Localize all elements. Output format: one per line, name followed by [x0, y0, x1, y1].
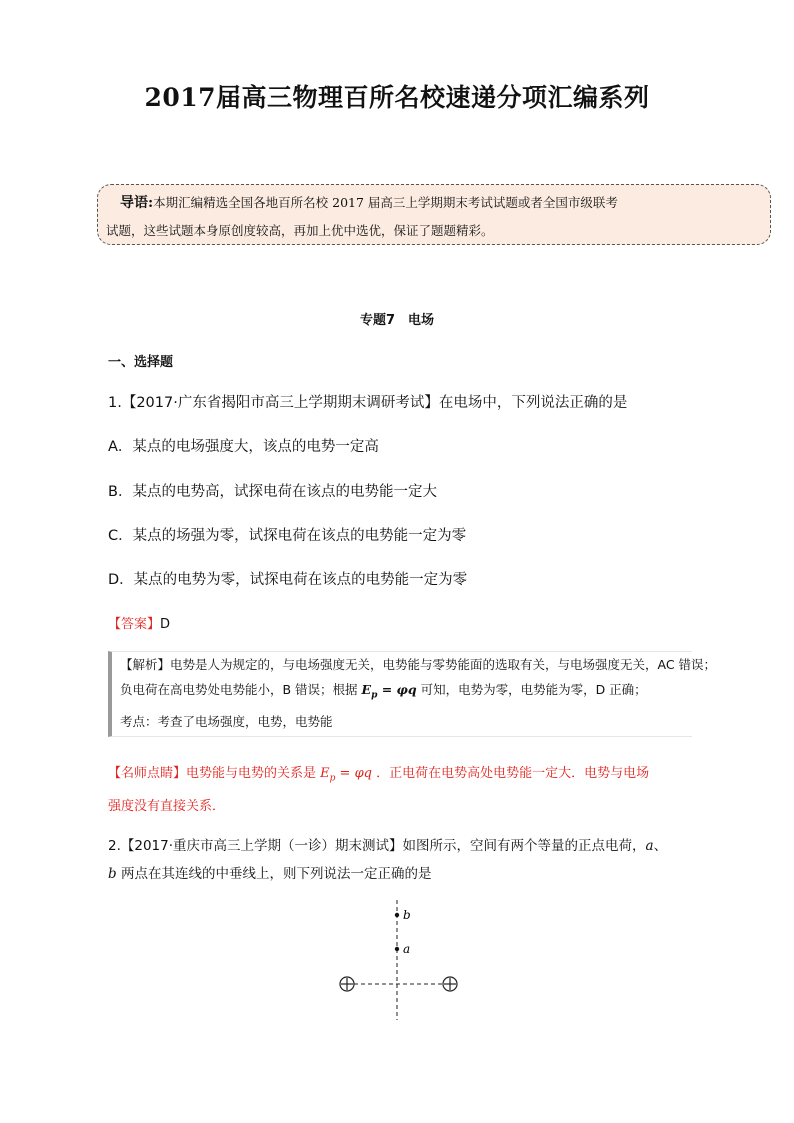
- question-2-stem: [108, 832, 708, 888]
- analysis-line-1: 【解析】电势是人为规定的，与电场强度无关，电势能与零势能面的选取有关，与电场强度无关，AC 错误；: [120, 657, 717, 672]
- teacher-note-line-1: [108, 760, 708, 793]
- analysis-line-2-text-b: 可知，电势为零，电势能为零，D 正确；: [416, 682, 647, 697]
- analysis-line-2: [120, 677, 692, 709]
- guide-line-1: [106, 189, 764, 217]
- answer-label: 【答案】: [108, 617, 161, 632]
- question-1-option-b: B．某点的电势高，试探电荷在该点的电势能一定大: [108, 484, 437, 500]
- question-2-var-a: a: [645, 838, 654, 854]
- question-2-var-b: b: [108, 866, 117, 882]
- guide-text: [98, 189, 772, 244]
- guide-label: 导语:: [120, 195, 154, 211]
- point-b-dot: [395, 913, 399, 917]
- point-a-dot: [395, 947, 399, 951]
- point-a-label: a: [403, 942, 411, 956]
- analysis-formula-sub: p: [371, 690, 378, 701]
- question-1-answer: [108, 613, 170, 632]
- analysis-formula-e: E: [361, 682, 372, 697]
- question-2-text-a: 2.【2017·重庆市高三上学期（一诊）期末测试】如图所示，空间有两个等量的正点电荷，: [108, 838, 646, 854]
- teacher-note-line-2: 强度没有直接关系．: [108, 798, 226, 814]
- topic-heading: 专题7 电场: [359, 313, 435, 328]
- guide-line-2: 试题，这些试题本身原创度较高，再加上优中选优，保证了题题精彩。: [106, 223, 494, 238]
- question-1-stem: 1.【2017·广东省揭阳市高三上学期期末调研考试】在电场中，下列说法正确的是: [108, 395, 628, 411]
- charges-figure: [330, 895, 470, 1025]
- question-1-option-c: C．某点的场强为零，试探电荷在该点的电势能一定为零: [108, 528, 467, 544]
- page-title: 2017届高三物理百所名校速递分项汇编系列: [144, 83, 650, 112]
- point-b-label: b: [403, 908, 411, 922]
- analysis-box: [108, 651, 717, 737]
- question-1-option-d: D．某点的电势为零，试探电荷在该点的电势能一定为零: [108, 572, 468, 588]
- teacher-label: 【名师点睛】: [108, 766, 187, 781]
- question-2-text-b: 、: [653, 838, 668, 854]
- teacher-formula-eq: = φq: [335, 766, 373, 781]
- positive-charge-left-icon: [340, 977, 354, 991]
- analysis-formula-eq: = φq: [377, 682, 417, 697]
- positive-charge-right-icon: [443, 977, 457, 991]
- teacher-note: [108, 760, 708, 821]
- teacher-formula-e: E: [320, 766, 330, 781]
- section-heading: 一、选择题: [108, 355, 174, 370]
- question-1-option-a: A．某点的电场强度大，该点的电势一定高: [108, 439, 379, 455]
- analysis-line-3: 考点：考查了电场强度，电势，电势能: [120, 713, 333, 729]
- question-2-text-c: 两点在其连线的中垂线上，则下列说法一定正确的是: [116, 866, 432, 882]
- teacher-text-a: 电势能与电势的关系是: [186, 766, 321, 781]
- answer-value: D: [160, 617, 171, 632]
- guide-line-1-text: 本期汇编精选全国各地百所名校 2017 届高三上学期期末考试试题或者全国市级联考: [153, 195, 618, 210]
- analysis-line-2-text-a: 负电荷在高电势处电势能小，B 错误；根据: [120, 682, 362, 697]
- teacher-formula-sub: p: [329, 773, 336, 784]
- teacher-text-b: ．正电荷在电势高处电势能一定大．电势与电场: [372, 766, 650, 781]
- guide-box: [97, 184, 771, 245]
